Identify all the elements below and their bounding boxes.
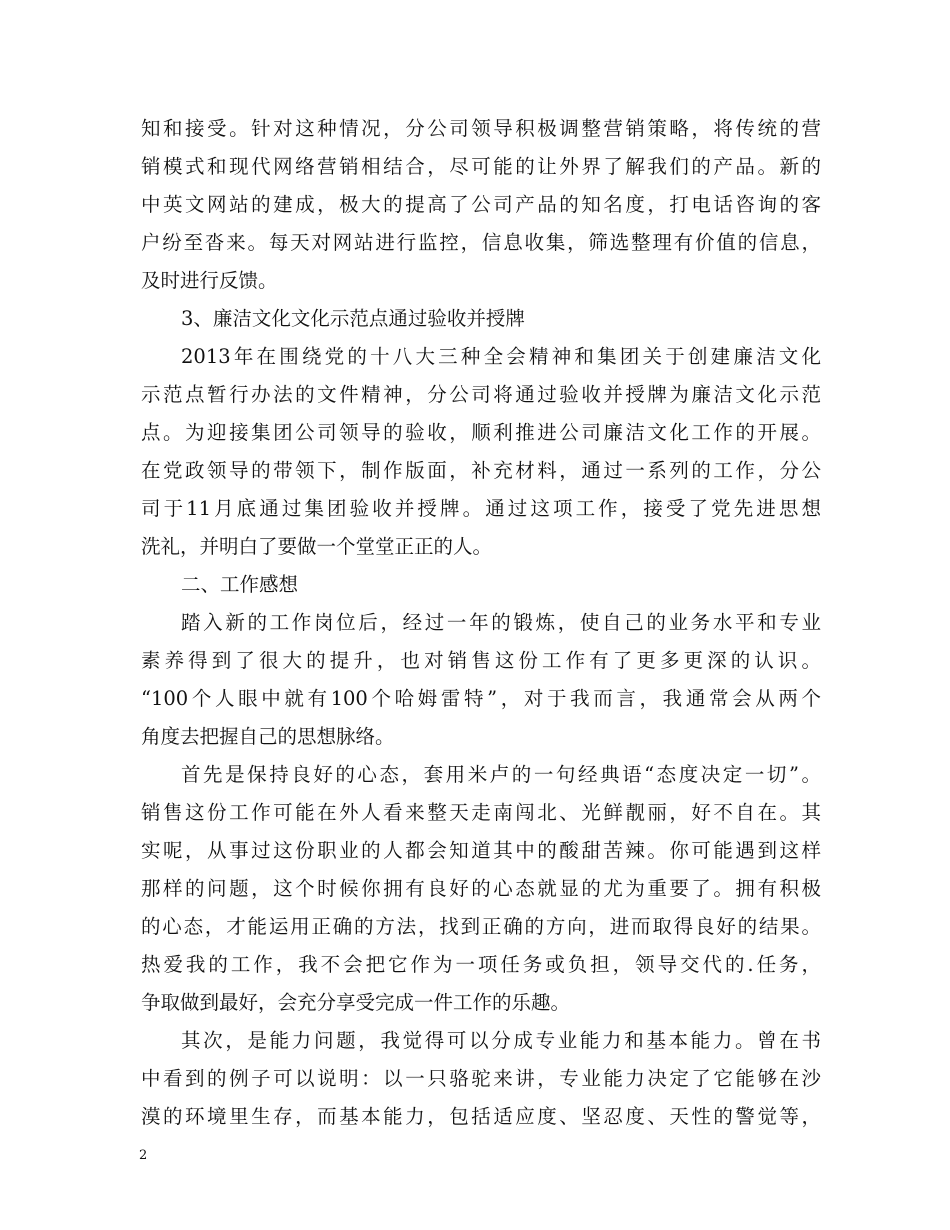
text-line: 及时进行反馈。	[141, 269, 278, 292]
text-line: 户纷至沓来。每天对网站进行监控，信息收集，筛选整理有价值的信息，	[141, 231, 821, 254]
document-body	[141, 110, 821, 1136]
text-line: 二、工作感想	[181, 573, 299, 596]
text-line: 知和接受。针对这种情况，分公司领导积极调整营销策略，将传统的营	[141, 117, 821, 140]
text-line: 点。为迎接集团公司领导的验收，顺利推进公司廉洁文化工作的开展。	[141, 421, 821, 444]
text-line: 中英文网站的建成，极大的提高了公司产品的知名度，打电话咨询的客	[141, 193, 821, 216]
text-line: 的心态，才能运用正确的方法，找到正确的方向，进而取得良好的结果。	[141, 915, 821, 938]
text-line: 销模式和现代网络营销相结合，尽可能的让外界了解我们的产品。新的	[141, 155, 821, 178]
text-line: 2013年在围绕党的十八大三种全会精神和集团关于创建廉洁文化	[181, 345, 821, 368]
text-line: 角度去把握自己的思想脉络。	[141, 725, 395, 748]
text-line: 素养得到了很大的提升，也对销售这份工作有了更多更深的认识。	[141, 649, 821, 672]
text-line: 司于11月底通过集团验收并授牌。通过这项工作，接受了党先进思想	[141, 497, 821, 520]
text-line: 其次，是能力问题，我觉得可以分成专业能力和基本能力。曾在书	[181, 1029, 821, 1052]
text-line: 漠的环境里生存，而基本能力，包括适应度、坚忍度、天性的警觉等，	[141, 1105, 821, 1128]
text-line: “100个人眼中就有100个哈姆雷特”，对于我而言，我通常会从两个	[141, 687, 821, 710]
text-line: 争取做到最好，会充分享受完成一件工作的乐趣。	[141, 991, 571, 1014]
text-line: 实呢，从事过这份职业的人都会知道其中的酸甜苦辣。你可能遇到这样	[141, 839, 821, 862]
text-line: 销售这份工作可能在外人看来整天走南闯北、光鲜靓丽，好不自在。其	[141, 801, 821, 824]
page-number: 2	[139, 1148, 148, 1163]
text-line: 踏入新的工作岗位后，经过一年的锻炼，使自己的业务水平和专业	[181, 611, 821, 634]
text-line: 3、廉洁文化文化示范点通过验收并授牌	[181, 307, 525, 330]
text-line: 那样的问题，这个时候你拥有良好的心态就显的尤为重要了。拥有积极	[141, 877, 821, 900]
text-line: 中看到的例子可以说明：以一只骆驼来讲，专业能力决定了它能够在沙	[141, 1067, 821, 1090]
text-line: 洗礼，并明白了要做一个堂堂正正的人。	[141, 535, 493, 558]
text-line: 首先是保持良好的心态，套用米卢的一句经典语“态度决定一切”。	[181, 763, 821, 786]
text-line: 热爱我的工作，我不会把它作为一项任务或负担，领导交代的.任务，	[141, 953, 821, 976]
text-line: 示范点暂行办法的文件精神，分公司将通过验收并授牌为廉洁文化示范	[141, 383, 821, 406]
text-line: 在党政领导的带领下，制作版面，补充材料，通过一系列的工作，分公	[141, 459, 821, 482]
